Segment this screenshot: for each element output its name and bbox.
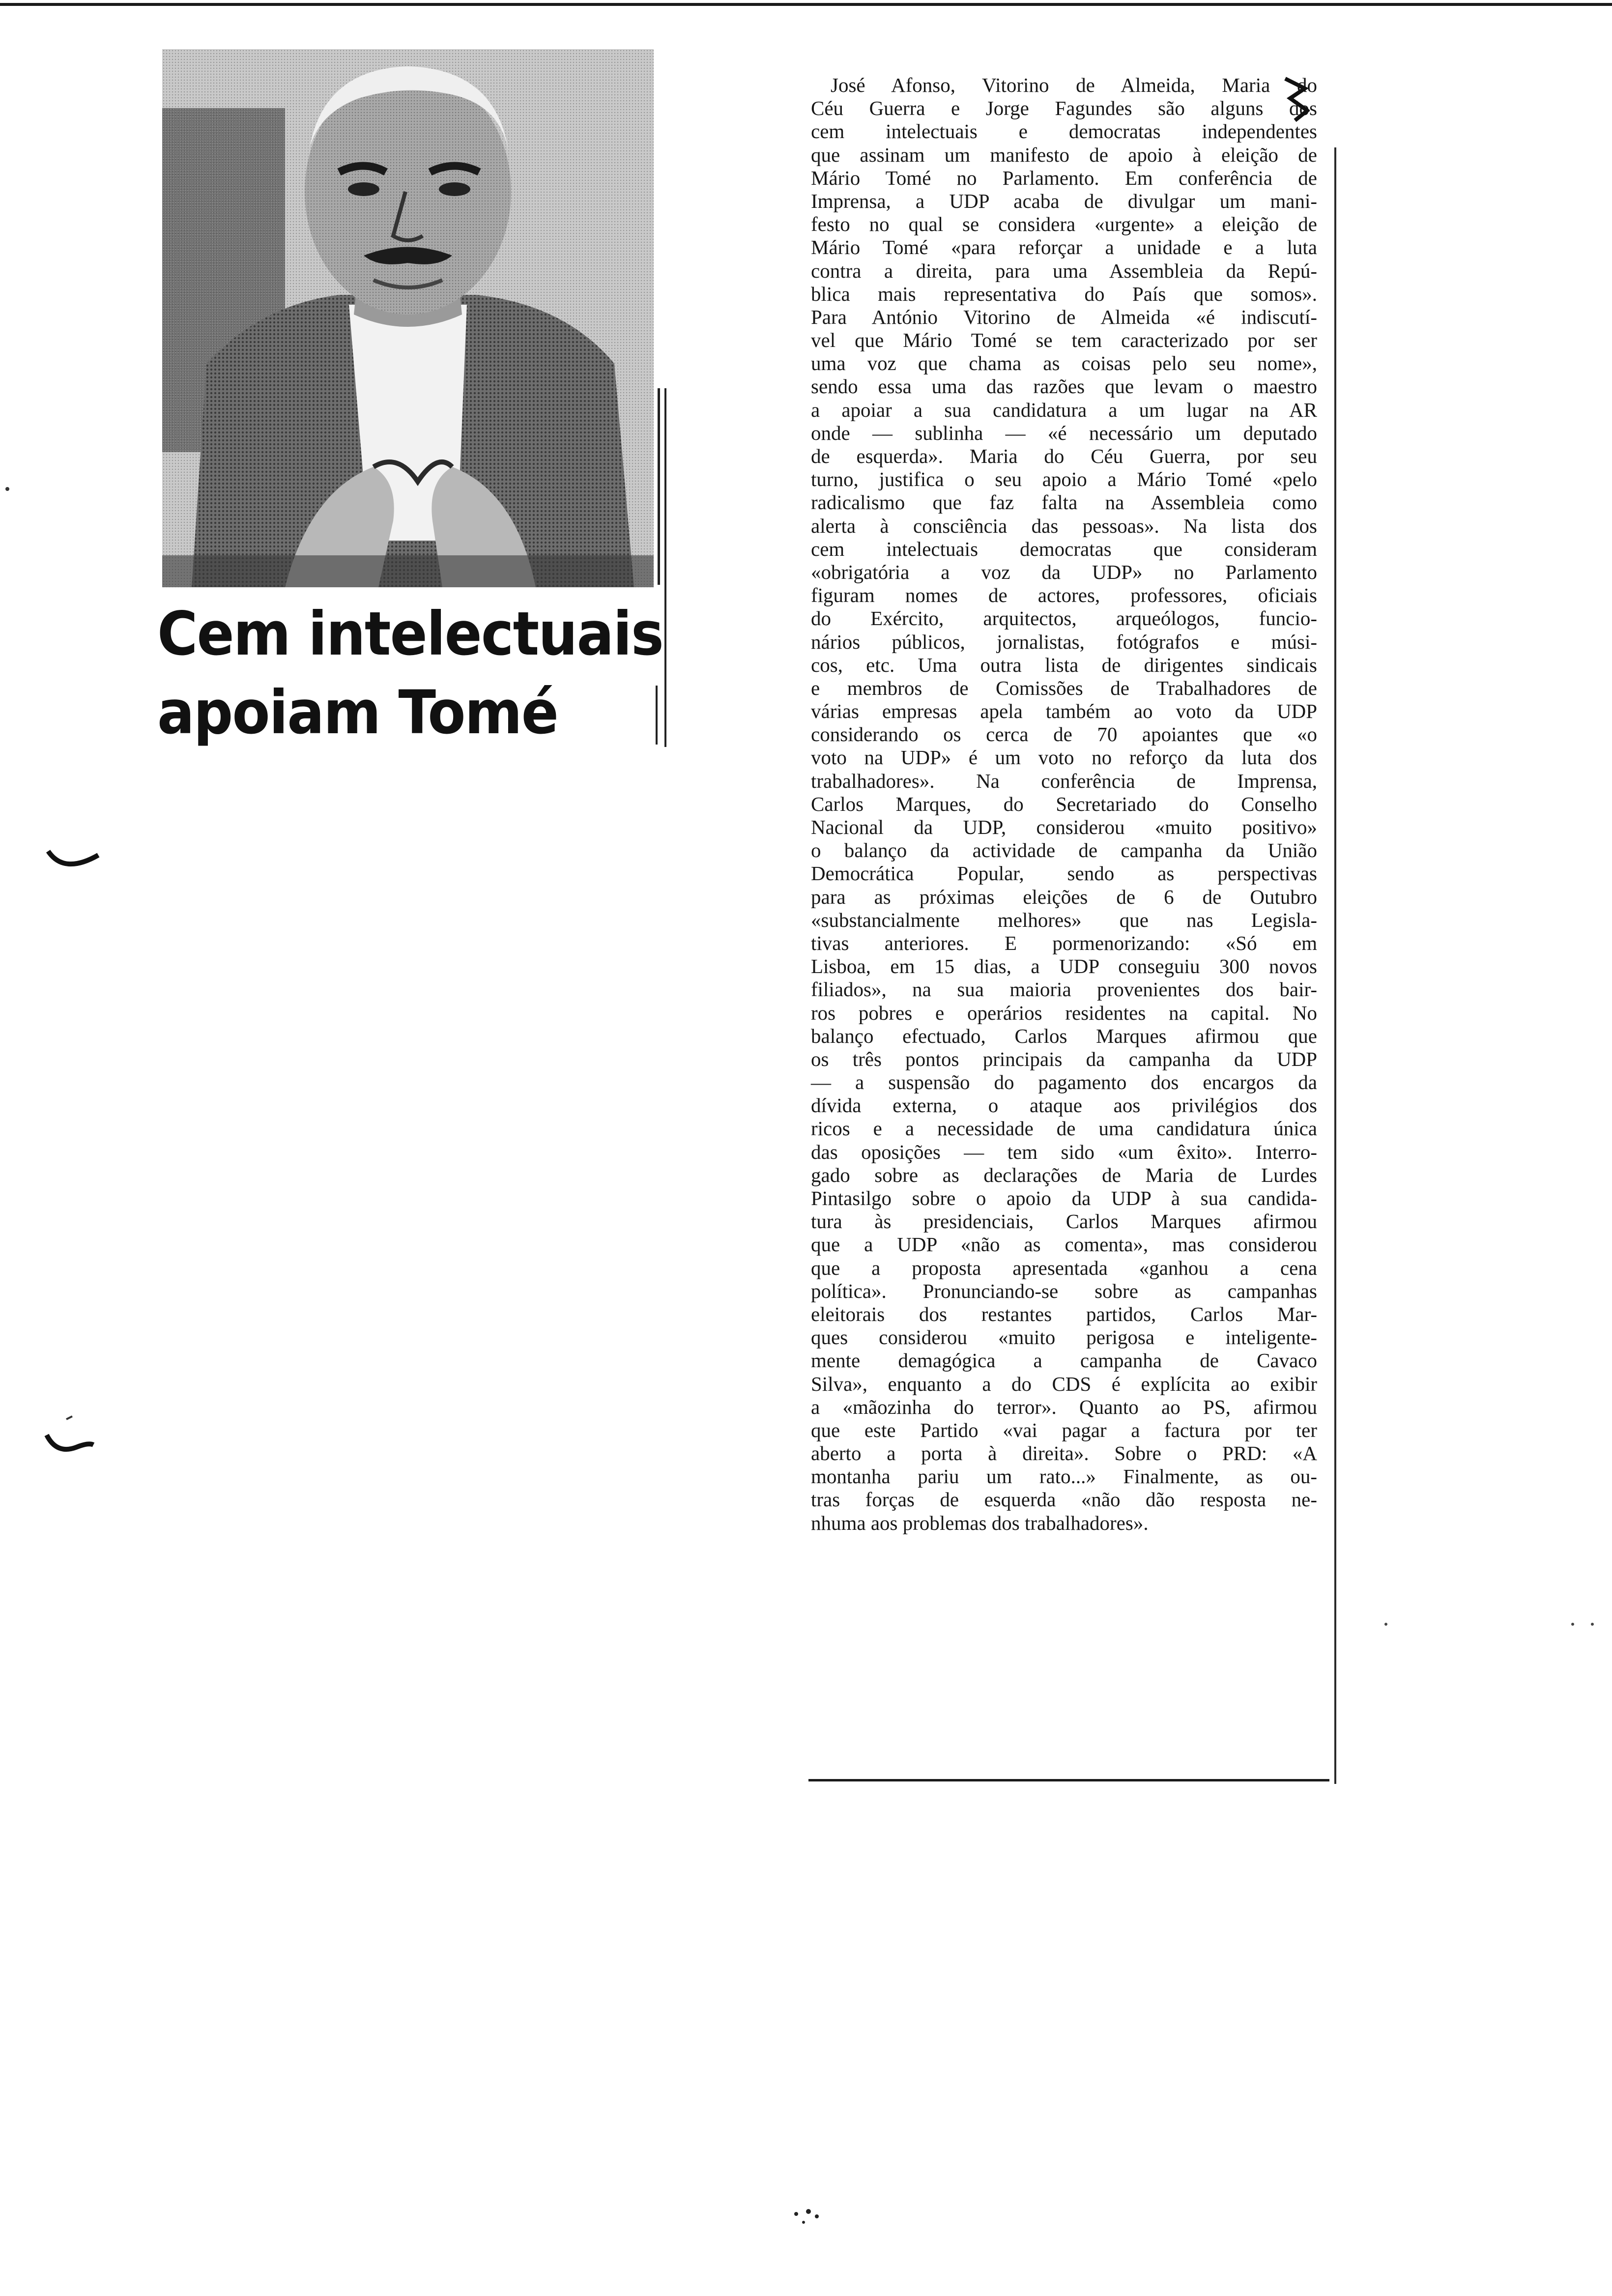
article-line: e membros de Comissões de Trabalhadores de <box>811 676 1317 699</box>
article-line: nários públicos, jornalistas, fotógrafos e músi- <box>811 630 1317 653</box>
article-line: onde — sublinha — «é necessário um deputado <box>811 421 1317 444</box>
page-top-rule <box>0 3 1612 6</box>
article-line: Nacional da UDP, considerou «muito positivo» <box>811 816 1317 838</box>
article-line: ricos e a necessidade de uma candidatura única <box>811 1117 1317 1140</box>
article-bottom-rule <box>808 1779 1329 1781</box>
article-line: turno, justifica o seu apoio a Mário Tomé «pelo <box>811 468 1317 491</box>
photo-side-rule <box>658 388 660 585</box>
headline <box>157 595 663 752</box>
punch-hole-mark <box>44 845 103 880</box>
article-line: eleitorais dos restantes partidos, Carlos Mar- <box>811 1302 1317 1325</box>
article-line: contra a direita, para uma Assembleia da Repú- <box>811 259 1317 282</box>
portrait-photo <box>162 49 654 587</box>
article-line: a apoiar a sua candidatura a um lugar na AR <box>811 398 1317 421</box>
article-line: Mário Tomé no Parlamento. Em conferência de <box>811 166 1317 189</box>
article-line: festo no qual se considera «urgente» a eleição de <box>811 213 1317 236</box>
article-line: mente demagógica a campanha de Cavaco <box>811 1349 1317 1372</box>
article-line: José Afonso, Vitorino de Almeida, Maria do <box>831 74 1317 96</box>
article-line: «substancialmente melhores» que nas Legisla- <box>811 908 1317 931</box>
article-right-rule <box>1334 147 1336 1784</box>
article-line: gado sobre as declarações de Maria de Lurdes <box>811 1163 1317 1186</box>
article-line: considerando os cerca de 70 apoiantes que «o <box>811 723 1317 746</box>
article-line: tura às presidenciais, Carlos Marques afirmou <box>811 1210 1317 1233</box>
article-line: que assinam um manifesto de apoio à eleição de <box>811 143 1317 166</box>
article-line: filiados», na sua maioria provenientes dos bair- <box>811 978 1317 1001</box>
article-line: montanha pariu um rato...» Finalmente, as ou- <box>811 1465 1317 1488</box>
headline-rule-left <box>656 686 658 745</box>
article-line: dívida externa, o ataque aos privilégios dos <box>811 1094 1317 1117</box>
article-line: radicalismo que faz falta na Assembleia como <box>811 491 1317 514</box>
article-line: tras forças de esquerda «não dão resposta ne- <box>811 1488 1317 1511</box>
article-line: Pintasilgo sobre o apoio da UDP à sua candida- <box>811 1187 1317 1209</box>
article-line: política». Pronunciando-se sobre as campanhas <box>811 1279 1317 1302</box>
article-line: blica mais representativa do País que somos». <box>811 282 1317 305</box>
article-line: das oposições — tem sido «um êxito». Interro- <box>811 1140 1317 1163</box>
article-line: cos, etc. Uma outra lista de dirigentes sindicais <box>811 653 1317 676</box>
article-line: — a suspensão do pagamento dos encargos da <box>811 1071 1317 1094</box>
article-line: sendo essa uma das razões que levam o maestro <box>811 375 1317 398</box>
article-line: Carlos Marques, do Secretariado do Conselho <box>811 792 1317 815</box>
article-line: de esquerda». Maria do Céu Guerra, por seu <box>811 445 1317 467</box>
article-line: Lisboa, em 15 dias, a UDP conseguiu 300 novos <box>811 955 1317 978</box>
article-line: que a UDP «não as comenta», mas considerou <box>811 1233 1317 1256</box>
article-line: que este Partido «vai pagar a factura por ter <box>811 1418 1317 1441</box>
corner-mark <box>1280 74 1310 123</box>
headline-line-1: Cem intelectuais <box>157 599 663 669</box>
article-line: cem intelectuais e democratas independentes <box>811 120 1317 143</box>
article-line: do Exército, arquitectos, arqueólogos, funcio- <box>811 607 1317 630</box>
article-line: ques considerou «muito perigosa e inteligente- <box>811 1326 1317 1349</box>
article-line: para as próximas eleições de 6 de Outubro <box>811 885 1317 908</box>
article-line: cem intelectuais democratas que consideram <box>811 537 1317 560</box>
article-line: a «mãozinha do terror». Quanto ao PS, afirmou <box>811 1395 1317 1418</box>
article-line: Democrática Popular, sendo as perspectivas <box>811 862 1317 885</box>
article-line: Para António Vitorino de Almeida «é indiscutí- <box>811 305 1317 328</box>
article-line: várias empresas apela também ao voto da UDP <box>811 700 1317 723</box>
article-line: tivas anteriores. E pormenorizando: «Só em <box>811 931 1317 954</box>
scan-speck <box>781 2202 840 2231</box>
scan-speck <box>0 482 15 496</box>
article-line: o balanço da actividade de campanha da União <box>811 839 1317 862</box>
article-line: nhuma aos problemas dos trabalhadores». <box>811 1511 1149 1534</box>
article-line: voto na UDP» é um voto no reforço da luta dos <box>811 746 1317 769</box>
headline-line-2: apoiam Tomé <box>157 678 558 747</box>
article-line: Mário Tomé «para reforçar a unidade e a luta <box>811 236 1317 259</box>
article-line: alerta à consciência das pessoas». Na lista dos <box>811 514 1317 537</box>
article-line: Imprensa, a UDP acaba de divulgar um mani- <box>811 189 1317 212</box>
portrait-photo-drawing <box>162 49 654 587</box>
article-line: trabalhadores». Na conferência de Imprensa, <box>811 769 1317 792</box>
article-body <box>811 74 1317 1535</box>
article-line: balanço efectuado, Carlos Marques afirmou que <box>811 1024 1317 1047</box>
scan-speck <box>1376 1617 1612 1632</box>
article-line: vel que Mário Tomé se tem caracterizado por ser <box>811 329 1317 352</box>
article-line: os três pontos principais da campanha da UDP <box>811 1047 1317 1070</box>
headline-rule-right <box>664 388 666 747</box>
article-line: ros pobres e operários residentes na capital. No <box>811 1001 1317 1024</box>
article-line: Céu Guerra e Jorge Fagundes são alguns dos <box>811 97 1317 120</box>
article-line: que a proposta apresentada «ganhou a cena <box>811 1256 1317 1279</box>
article-line: aberto a porta à direita». Sobre o PRD: «A <box>811 1442 1317 1465</box>
punch-hole-mark <box>42 1415 101 1460</box>
article-line: «obrigatória a voz da UDP» no Parlamento <box>811 560 1317 583</box>
article-line: Silva», enquanto a do CDS é explícita ao exibir <box>811 1372 1317 1395</box>
article-line: uma voz que chama as coisas pelo seu nome», <box>811 352 1317 375</box>
article-line: figuram nomes de actores, professores, oficiais <box>811 584 1317 607</box>
